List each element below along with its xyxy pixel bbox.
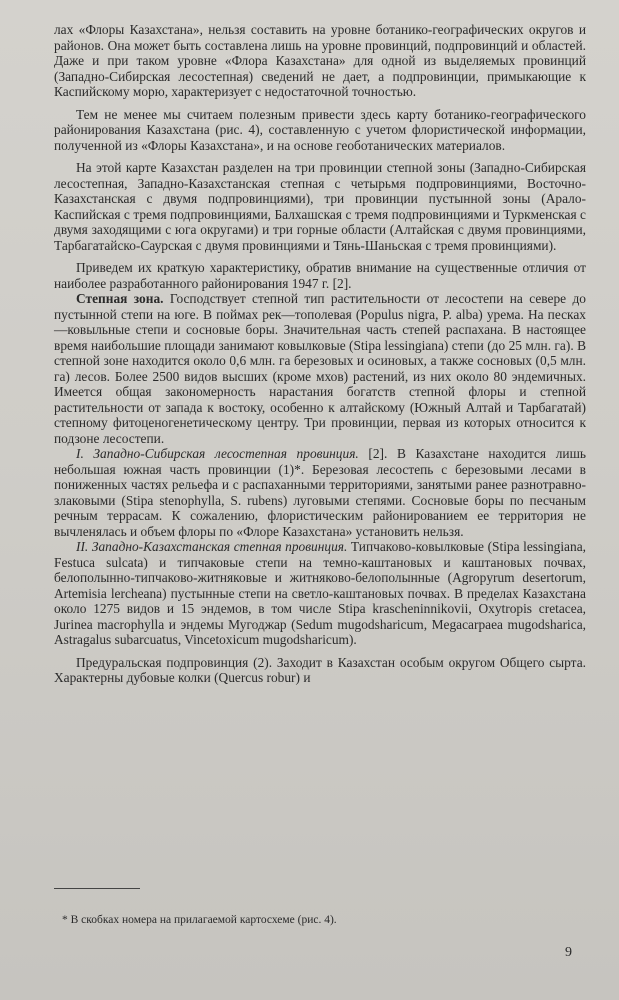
paragraph-steppe-zone: [54, 291, 586, 446]
province-2-text: Типчаково-ковылковые (Stipa lessingiana, Festuca sulcata) и типчаковые степи на темно-каштановых и каштановых почвах, белополынно-типчаково-житняковые и житняково-белополынные (Agropyrum desertorum, Artemisia lercheana) пустынные степи на светло-каштановых почвах. В пределах Казахстана около 1275 видов и 15 эндемов, в том числе Stipa krascheninnikovii, Oxytropis cretacea, Jurinea macrophylla и эндемы Мугоджар (Sedum mugodsharicum, Megacarpaea mugodsharica, Astragalus subarcuatus, Vincetoxicum mugodsharicum).: [54, 539, 586, 647]
paragraph-map: Тем не менее мы считаем полезным привести здесь карту ботанико-географического районирования Казахстана (рис. 4), составленную с учетом флористической информации, полученной из «Флоры Казахстана», и на основе геоботанических материалов.: [54, 106, 586, 153]
province-1-heading: I. Западно-Сибирская лесостепная провинция.: [76, 446, 359, 461]
steppe-zone-heading: Степная зона.: [76, 291, 164, 306]
footnote: * В скобках номера на прилагаемой картосхеме (рис. 4).: [62, 914, 337, 926]
paragraph-preural: Предуральская подпровинция (2). Заходит в Казахстан особым округом Общего сырта. Характерны дубовые колки (Quercus robur) и: [54, 654, 586, 685]
paragraph-province-2: [54, 539, 586, 648]
province-1-text: [2]. В Казахстане находится лишь небольшая южная часть провинции (1)*. Березовая лесостепь с березовыми лесами в пониженных частях рельефа и с распаханными территориями, занятыми ранее разнотравно-злаковыми (Stipa stenophylla, S. rubens) луговыми степями. Сосновые боры по песчаным речным террасам. К сожалению, флористическим районированием ее территория не вычленялась и объем флоры по «Флоре Казахстана» установить нельзя.: [54, 446, 586, 539]
steppe-zone-text: Господствует степной тип растительности от лесостепи на севере до пустынной степи на юге. В поймах рек—тополевая (Populus nigra, P. alba) урема. На песках—ковыльные степи и сосновые боры. Значительная часть степей распахана. В настоящее время наибольшие площади занимают ковылковые (Stipa lessingiana) степи (до 25 млн. га). В степной зоне находится около 0,6 млн. га березовых и осиновых, а также сосновых (0,5 млн. га) лесов. Более 2500 видов высших (кроме мхов) растений, из них около 80 эндемичных. Имеется общая закономерность нарастания богатств степной флоры и степной растительности от запада к востоку, особенно к алтайскому (Южный Алтай и Тарбагатай) степному фитоценогенетическому центру. Три провинции, первая из которых относится к подзоне лесостепи.: [54, 291, 586, 446]
province-2-heading: II. Западно-Казахстанская степная провинция.: [76, 539, 348, 554]
body-text: [54, 22, 586, 686]
footnote-divider: [54, 888, 140, 889]
paragraph-characteristics: Приведем их краткую характеристику, обратив внимание на существенные отличия от наиболее разработанного районирования 1947 г. [2].: [54, 260, 586, 291]
paragraph-provinces: На этой карте Казахстан разделен на три провинции степной зоны (Западно-Сибирская лесостепная, Западно-Казахстанская степная с четырьмя подпровинциями, Восточно-Казахстанская с двумя подпровинциями), три провинции пустынной зоны (Арало-Каспийская с тремя подпровинциями, Балхашская с тремя подпровинциями и Туркменская с двумя заходящими с юга округами) и три горные области (Алтайская с двумя провинциями, Тарбагатайско-Саурская с двумя провинциями и Тянь-Шаньская с тремя провинциями).: [54, 160, 586, 253]
page-number: 9: [565, 945, 572, 960]
paragraph-province-1: [54, 446, 586, 539]
paragraph-intro: лах «Флоры Казахстана», нельзя составить на уровне ботанико-географических округов и районов. Она может быть составлена лишь на уровне провинций, подпровинций и областей. Даже и при таком уровне «Флора Казахстана» для одной из выделяемых провинций (Западно-Сибирская лесостепная) сведений не дает, а подпровинции, примыкающие к Каспийскому морю, характеризует с недостаточной точностью.: [54, 22, 586, 99]
